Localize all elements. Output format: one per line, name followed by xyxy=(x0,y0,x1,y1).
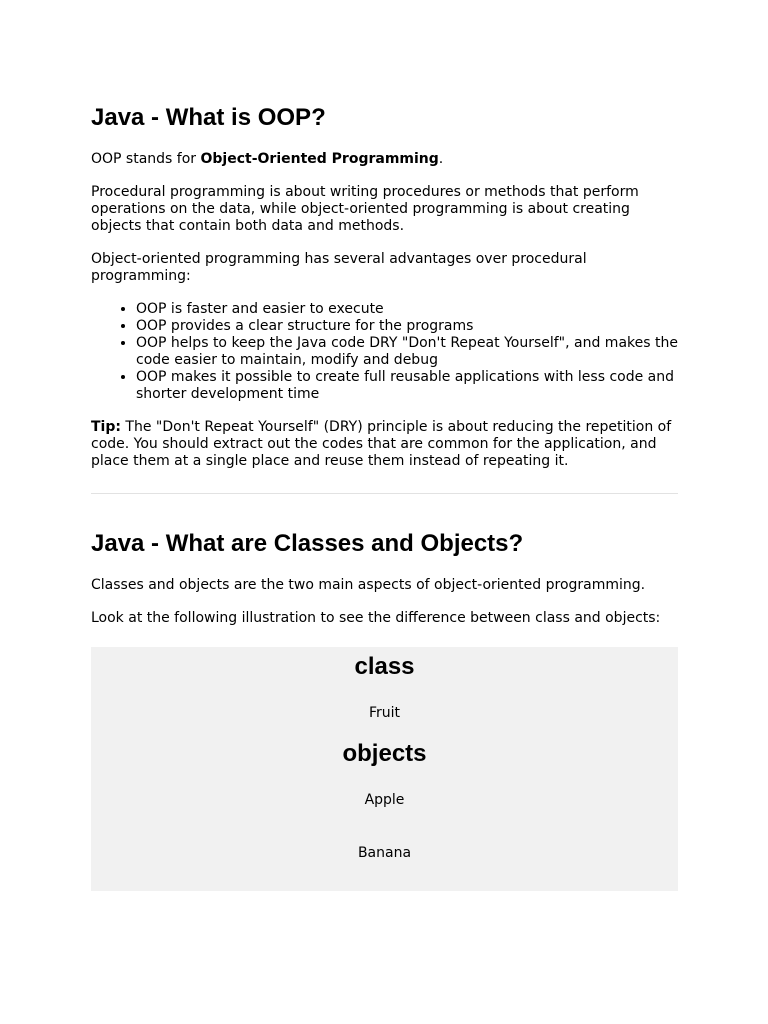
list-item: • OOP is faster and easier to execute xyxy=(136,301,678,318)
object-item: Apple xyxy=(364,792,405,808)
class-object-illustration xyxy=(91,647,678,891)
tip-label: Tip: xyxy=(91,419,121,435)
illustration-intro: Look at the following illustration to see the difference between class and objects: xyxy=(91,610,661,626)
objects-heading: objects xyxy=(342,740,427,767)
article xyxy=(91,96,678,891)
advantages-list xyxy=(91,301,678,403)
tip-paragraph xyxy=(91,419,678,470)
advantages-paragraph: Object-oriented programming has several advantages over procedural programming: xyxy=(91,251,587,284)
heading-classes-objects: Java - What are Classes and Objects? xyxy=(91,530,524,557)
class-heading: class xyxy=(354,653,415,680)
oop-definition-suffix: . xyxy=(438,151,444,167)
list-item: • OOP helps to keep the Java code DRY "Don't Repeat Yourself", and makes the code easier to maintain, modify and debug xyxy=(136,335,678,369)
tip-text: The "Don't Repeat Yourself" (DRY) principle is about reducing the repetition of code. You should extract out the codes that are common for the application, and place them at a single place and reuse them instead of repeating it. xyxy=(91,419,672,469)
list-item: • OOP provides a clear structure for the programs xyxy=(136,318,678,335)
heading-what-is-oop: Java - What is OOP? xyxy=(91,104,326,131)
section-divider xyxy=(91,493,678,494)
oop-definition-prefix: OOP stands for xyxy=(91,151,201,167)
list-item: • OOP makes it possible to create full reusable applications with less code and shorter development time xyxy=(136,369,678,403)
oop-definition-term: Object-Oriented Programming xyxy=(200,151,439,167)
class-name: Fruit xyxy=(368,705,401,721)
object-item: Banana xyxy=(357,845,412,861)
aspects-paragraph: Classes and objects are the two main aspects of object-oriented programming. xyxy=(91,577,646,593)
procedural-paragraph: Procedural programming is about writing procedures or methods that perform operations on the data, while object-oriented programming is about creating objects that contain both data and methods. xyxy=(91,184,639,234)
oop-definition xyxy=(91,151,678,168)
